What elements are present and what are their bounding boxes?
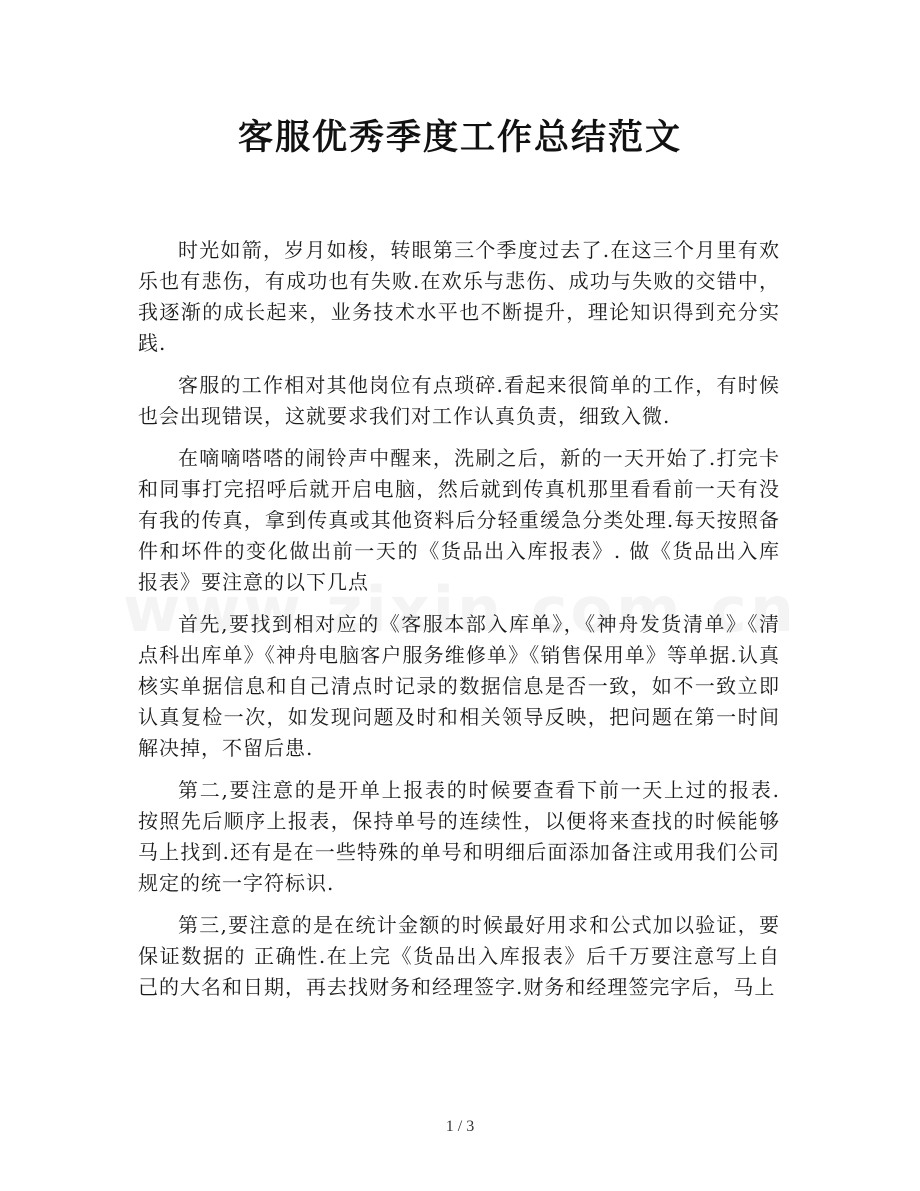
paragraph-work-nature: 客服的工作相对其他岗位有点琐碎.看起来很简单的工作，有时候也会出现错误，这就要求我们对工作认真负责，细致入微. <box>138 373 780 428</box>
paragraph-first-point: 首先,要找到相对应的《客服本部入库单》，《神舟发货清单》《清点科出库单》《神舟电脑客户服务维修单》《销售保用单》等单据.认真核实单据信息和自己清点时记录的数据信息是否一致，如不一致立即认真复检一次，如发现问题及时和相关领导反映，把问题在第一时间解决掉，不留后患. <box>138 612 780 760</box>
document-body <box>138 235 780 1014</box>
page-number: 1 / 3 <box>445 1118 475 1135</box>
paragraph-daily-routine: 在嘀嘀嗒嗒的闹铃声中醒来，洗刷之后，新的一天开始了.打完卡和同事打完招呼后就开启电脑，然后就到传真机那里看看前一天有没有我的传真，拿到传真或其他资料后分轻重缓急分类处理.每天按照备件和坏件的变化做出前一天的《货品出入库报表》. 做《货品出入库报表》要注意的以下几点 <box>138 446 780 594</box>
paragraph-third-point: 第三,要注意的是在统计金额的时候最好用求和公式加以验证，要保证数据的 正确性.在上完《货品出入库报表》后千万要注意写上自己的大名和日期，再去找财务和经理签字.财务和经理签完字后，马上 <box>138 913 780 999</box>
paragraph-intro: 时光如箭，岁月如梭，转眼第三个季度过去了.在这三个月里有欢乐也有悲伤，有成功也有失败.在欢乐与悲伤、成功与失败的交错中，我逐渐的成长起来，业务技术水平也不断提升，理论知识得到充分实践. <box>138 238 780 355</box>
document-title: 客服优秀季度工作总结范文 <box>237 117 682 158</box>
paragraph-second-point: 第二,要注意的是开单上报表的时候要查看下前一天上过的报表.按照先后顺序上报表，保持单号的连续性，以便将来查找的时候能够马上找到.还有是在一些特殊的单号和明细后面添加备注或用我们公司规定的统一字符标识. <box>138 778 780 895</box>
